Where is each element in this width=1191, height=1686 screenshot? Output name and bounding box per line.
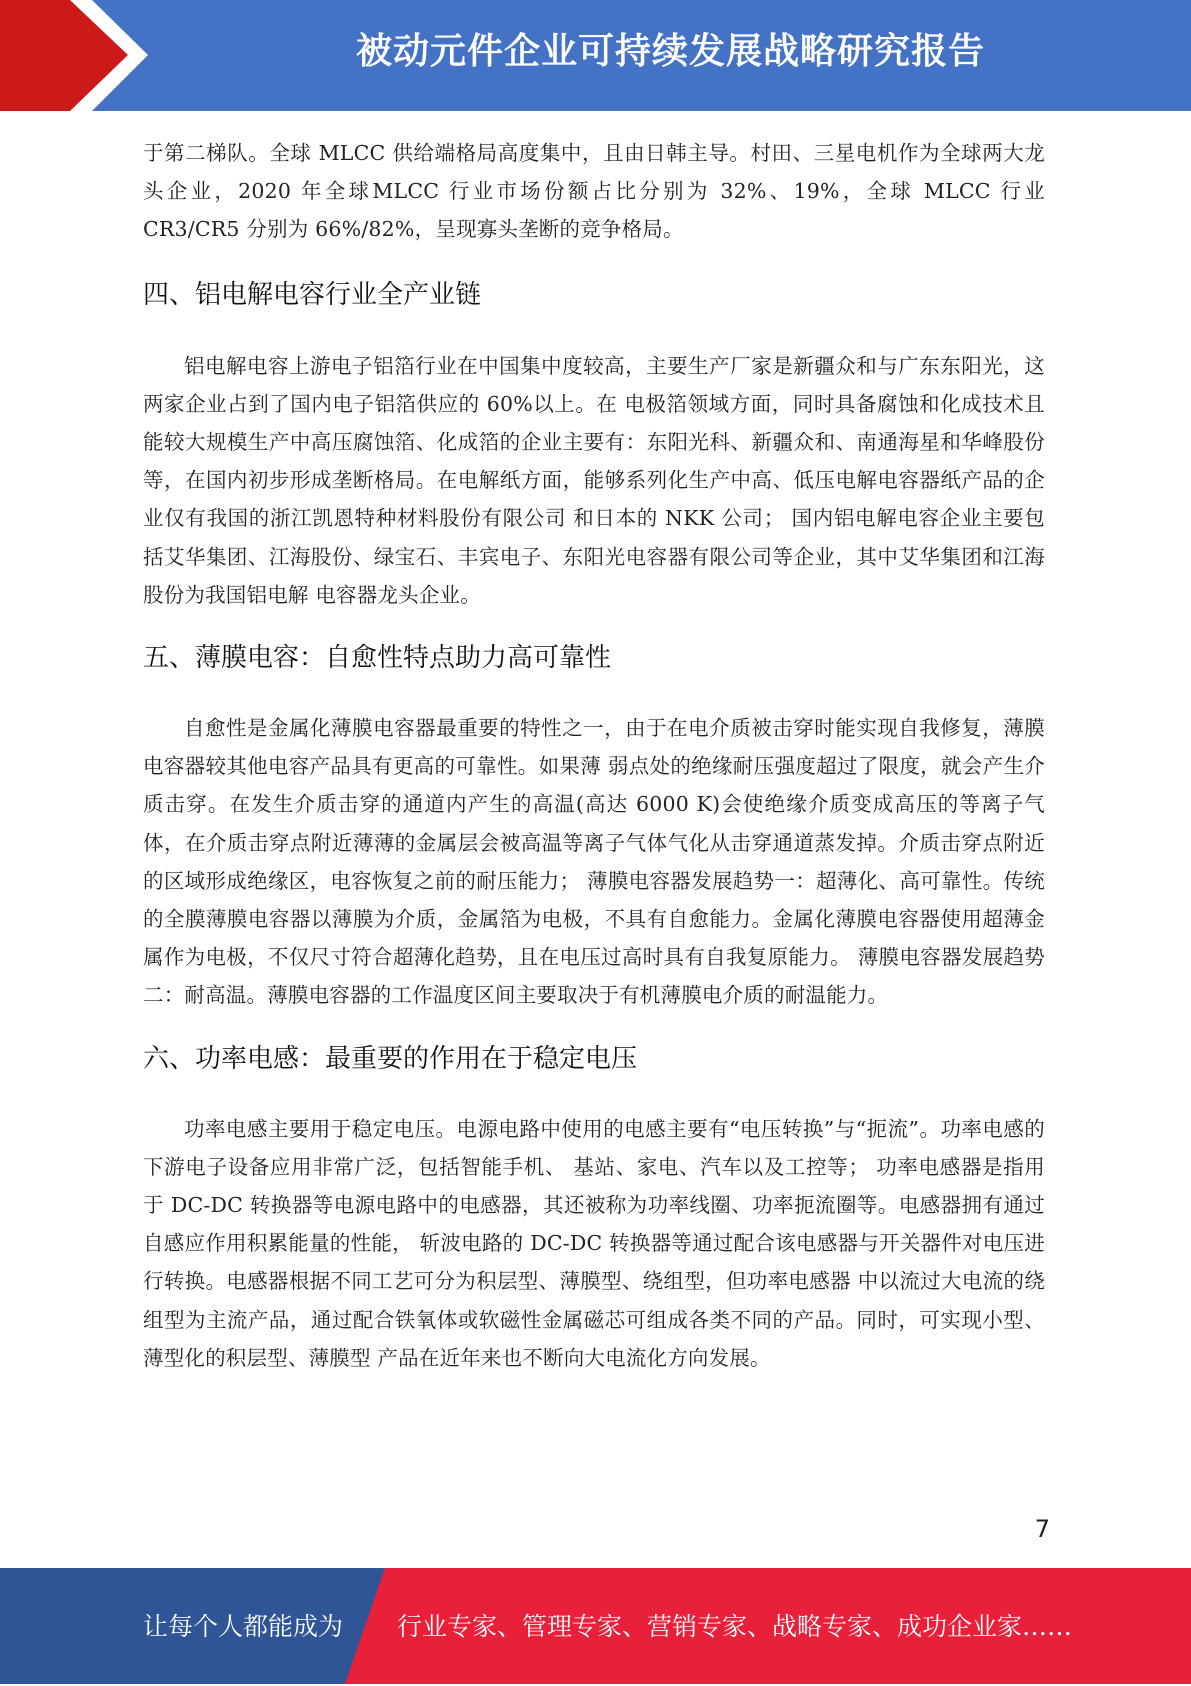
page-number: 7: [1034, 1515, 1050, 1543]
section-heading-film: 五、薄膜电容：自愈性特点助力高可靠性: [143, 643, 612, 674]
paragraph-inductor: 功率电感主要用于稳定电压。电源电路中使用的电感主要有“电压转换”与“扼流”。功率电感的下游电子设备应用非常广泛，包括智能手机、 基站、家电、汽车以及工控等； 功率电感器是指用于 DC-DC 转换器等电源电路中的电感器，其还被称为功率线圈、功率扼流圈等。电感器拥有通过自感应作用积累能量的性能， 斩波电路的 DC-DC 转换器等通过配合该电感器与开关器件对电压进行转换。电感器根据不同工艺可分为积层型、薄膜型、绕组型，但功率电感器 中以流过大电流的绕组型为主流产品，通过配合铁氧体或软磁性金属磁芯可组成各类不同的产品。同时，可实现小型、薄型化的积层型、薄膜型 产品在近年来也不断向大电流化方向发展。: [143, 1116, 1045, 1370]
document-title: 被动元件企业可持续发展战略研究报告: [355, 31, 985, 72]
page-header: [0, 0, 1191, 111]
paragraph-intro: 于第二梯队。全球 MLCC 供给端格局高度集中，且由日韩主导。村田、三星电机作为全球两大龙头企业，2020 年全球MLCC 行业市场份额占比分别为 32%、19%，全球 MLCC 行业 CR3/CR5 分别为 66%/82%，呈现寡头垄断的竞争格局。: [143, 141, 1045, 242]
main-content: [143, 134, 1045, 1377]
paragraph-aluminum: 铝电解电容上游电子铝箔行业在中国集中度较高，主要生产厂家是新疆众和与广东东阳光，这两家企业占到了国内电子铝箔供应的 60%以上。在 电极箔领域方面，同时具备腐蚀和化成技术且能较大规模生产中高压腐蚀箔、化成箔的企业主要有：东阳光科、新疆众和、南通海星和华峰股份等，在国内初步形成垄断格局。在电解纸方面，能够系列化生产中高、低压电解电容器纸产品的企业仅有我国的浙江凯恩特种材料股份有限公司 和日本的 NKK 公司； 国内铝电解电容企业主要包括艾华集团、江海股份、绿宝石、丰宾电子、东阳光电容器有限公司等企业，其中艾华集团和江海股份为我国铝电解 电容器龙头企业。: [143, 353, 1045, 607]
section-heading-aluminum: 四、铝电解电容行业全产业链: [143, 279, 482, 310]
footer-slogan-left: 让每个人都能成为: [143, 1612, 344, 1641]
page-footer: [0, 1568, 1191, 1684]
section-heading-inductor: 六、功率电感：最重要的作用在于稳定电压: [143, 1043, 638, 1074]
footer-slogan-right: 行业专家、管理专家、营销专家、战略专家、成功企业家……: [397, 1612, 1073, 1641]
paragraph-film: 自愈性是金属化薄膜电容器最重要的特性之一，由于在电介质被击穿时能实现自我修复，薄膜电容器较其他电容产品具有更高的可靠性。如果薄 弱点处的绝缘耐压强度超过了限度，就会产生介质击穿。在发生介质击穿的通道内产生的高温(高达 6000 K)会使绝缘介质变成高压的等离子气体，在介质击穿点附近薄薄的金属层会被高温等离子气体气化从击穿通道蒸发掉。介质击穿点附近的区域形成绝缘区，电容恢复之前的耐压能力； 薄膜电容器发展趋势一：超薄化、高可靠性。传统的全膜薄膜电容器以薄膜为介质，金属箔为电极，不具有自愈能力。金属化薄膜电容器使用超薄金属作为电极，不仅尺寸符合超薄化趋势，且在电压过高时具有自我复原能力。 薄膜电容器发展趋势二：耐高温。薄膜电容器的工作温度区间主要取决于有机薄膜电介质的耐温能力。: [143, 716, 1045, 1008]
